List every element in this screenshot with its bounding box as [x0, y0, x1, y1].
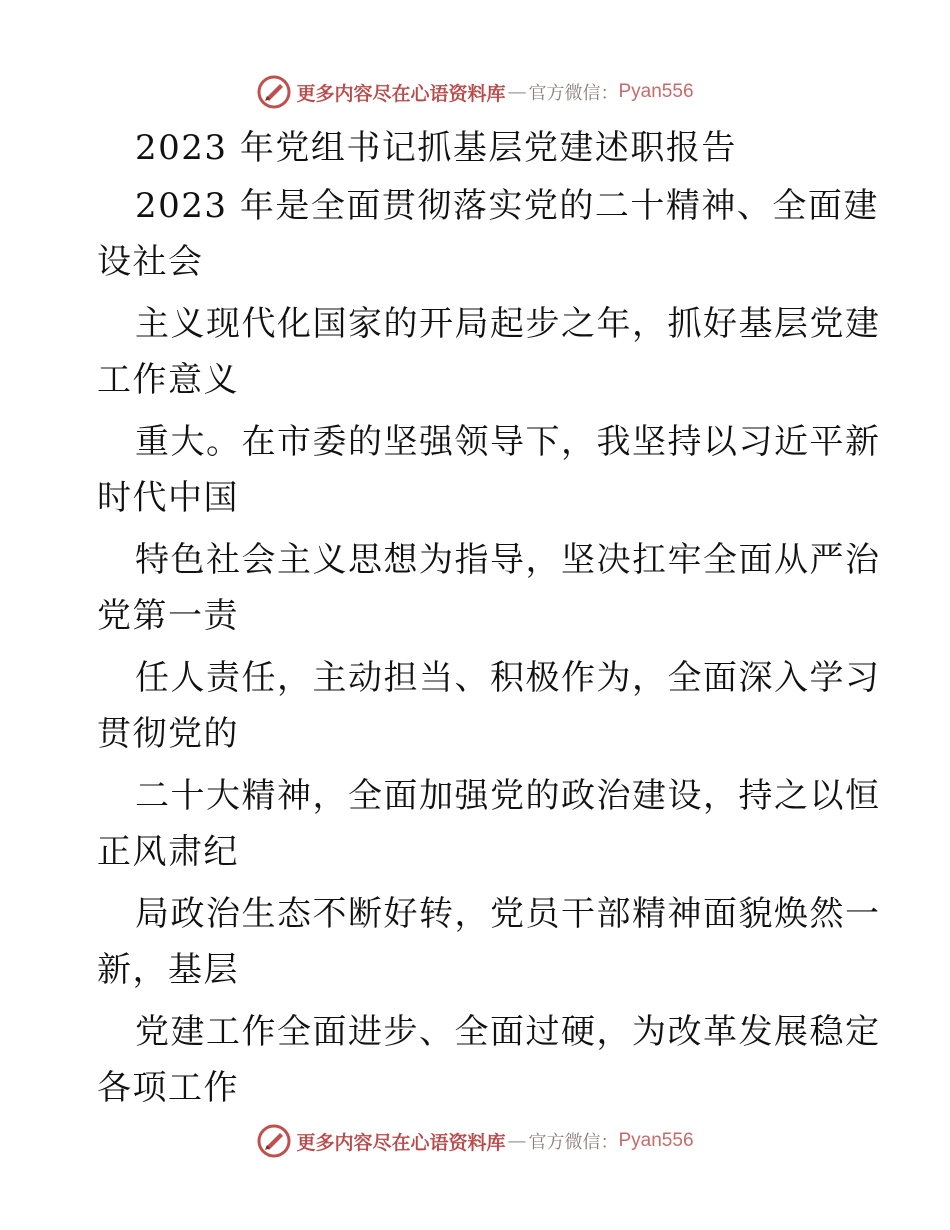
watermark-main-text: 更多内容尽在心语资料库	[296, 1131, 506, 1154]
paragraph-line: 重大。在市委的坚强领导下，我坚持以习近平新	[135, 422, 881, 462]
paragraph-line: 时代中国	[97, 478, 239, 518]
document-title: 2023 年党组书记抓基层党建述职报告	[135, 128, 737, 168]
paragraph-line: 各项工作	[97, 1068, 239, 1108]
paragraph-line: 党第一责	[97, 596, 239, 636]
paragraph-line: 任人责任，主动担当、积极作为，全面深入学习	[135, 658, 881, 698]
paragraph-line: 正风肃纪	[97, 832, 239, 872]
paragraph-line: 二十大精神，全面加强党的政治建设，持之以恒	[135, 776, 881, 816]
watermark-id: Pyan556	[618, 81, 694, 102]
paragraph-line: 新，基层	[97, 950, 239, 990]
header-watermark	[0, 72, 950, 112]
paragraph-line: 贯彻党的	[97, 714, 239, 754]
paragraph-line: 党建工作全面进步、全面过硬，为改革发展稳定	[135, 1012, 881, 1052]
watermark-label: 官方微信：	[528, 83, 619, 104]
paragraph-line: 工作意义	[97, 360, 239, 400]
pen-logo-icon	[256, 74, 292, 110]
watermark-main-text: 更多内容尽在心语资料库	[296, 82, 506, 105]
watermark-dash: —	[507, 81, 527, 103]
pen-logo-icon	[256, 1123, 292, 1159]
watermark-label: 官方微信：	[528, 1132, 619, 1153]
paragraph-line: 主义现代化国家的开局起步之年，抓好基层党建	[135, 304, 881, 344]
paragraph-line: 2023 年是全面贯彻落实党的二十精神、全面建	[135, 186, 879, 226]
paragraph-line: 设社会	[97, 242, 204, 282]
footer-watermark	[0, 1121, 950, 1161]
watermark-id: Pyan556	[618, 1130, 694, 1151]
paragraph-line: 特色社会主义思想为指导，坚决扛牢全面从严治	[135, 540, 881, 580]
paragraph-line: 局政治生态不断好转，党员干部精神面貌焕然一	[135, 894, 881, 934]
watermark-dash: —	[507, 1130, 527, 1152]
